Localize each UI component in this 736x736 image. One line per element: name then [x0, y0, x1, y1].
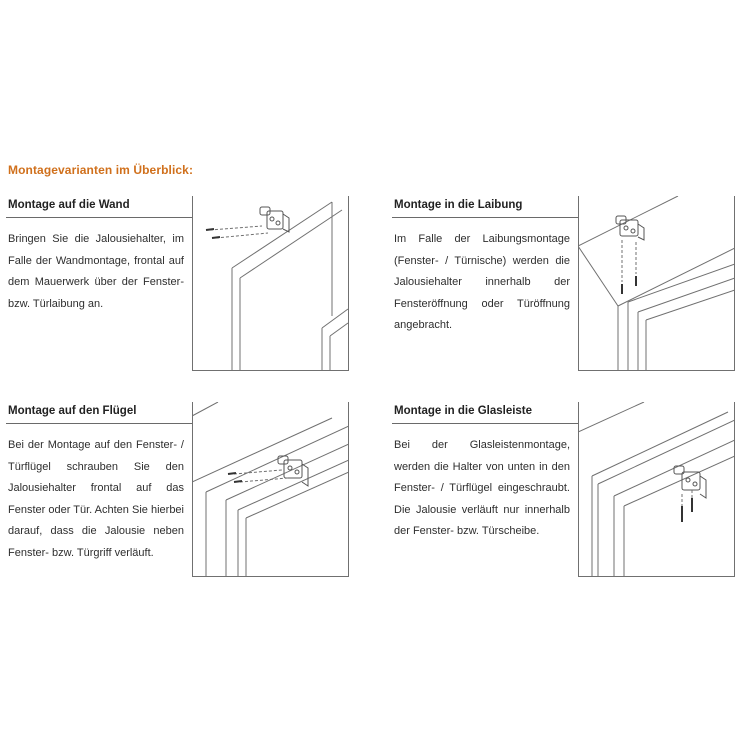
- reveal-mounting-illustration: [578, 196, 735, 371]
- panel-description: Bei der Glasleistenmontage, werden die Halter von unten in den Fenster- / Türflügel eingeschraubt. Die Jalousie verläuft nur innerhalb der Fenster- bzw. Türscheibe.: [394, 439, 570, 538]
- panel-glazing-bead-mounting: [392, 402, 734, 577]
- wall-mounting-illustration: [192, 196, 349, 371]
- panel-sash-mounting: [6, 402, 348, 577]
- panel-title: Montage in die Laibung: [394, 199, 523, 211]
- panel-description: Bringen Sie die Jalousiehalter, im Falle der Wandmontage, frontal auf dem Mauerwerk über der Fenster- bzw. Türlaibung an.: [8, 233, 184, 310]
- divider: [6, 423, 192, 424]
- overview-heading: Montagevarianten im Überblick:: [8, 163, 194, 177]
- panel-wall-mounting: [6, 196, 348, 371]
- panel-title: Montage auf die Wand: [8, 199, 130, 211]
- divider: [6, 217, 192, 218]
- panel-title: Montage in die Glasleiste: [394, 405, 533, 417]
- sash-mounting-illustration: [192, 402, 349, 577]
- panel-title: Montage auf den Flügel: [8, 405, 137, 417]
- panel-description: Bei der Montage auf den Fenster- / Türflügel schrauben Sie den Jalousiehalter frontal auf das Fenster oder Tür. Achten Sie hierbei darauf, dass die Jalousie neben Fenster- bzw. Türgriff verläuft.: [8, 439, 184, 559]
- panel-description: Im Falle der Laibungsmontage (Fenster- / Türnische) werden die Jalousiehalter innerhalb der Fensteröffnung oder Türöffnung angebracht.: [394, 233, 570, 332]
- panel-reveal-mounting: [392, 196, 734, 371]
- divider: [392, 423, 578, 424]
- divider: [392, 217, 578, 218]
- glazing-bead-mounting-illustration: [578, 402, 735, 577]
